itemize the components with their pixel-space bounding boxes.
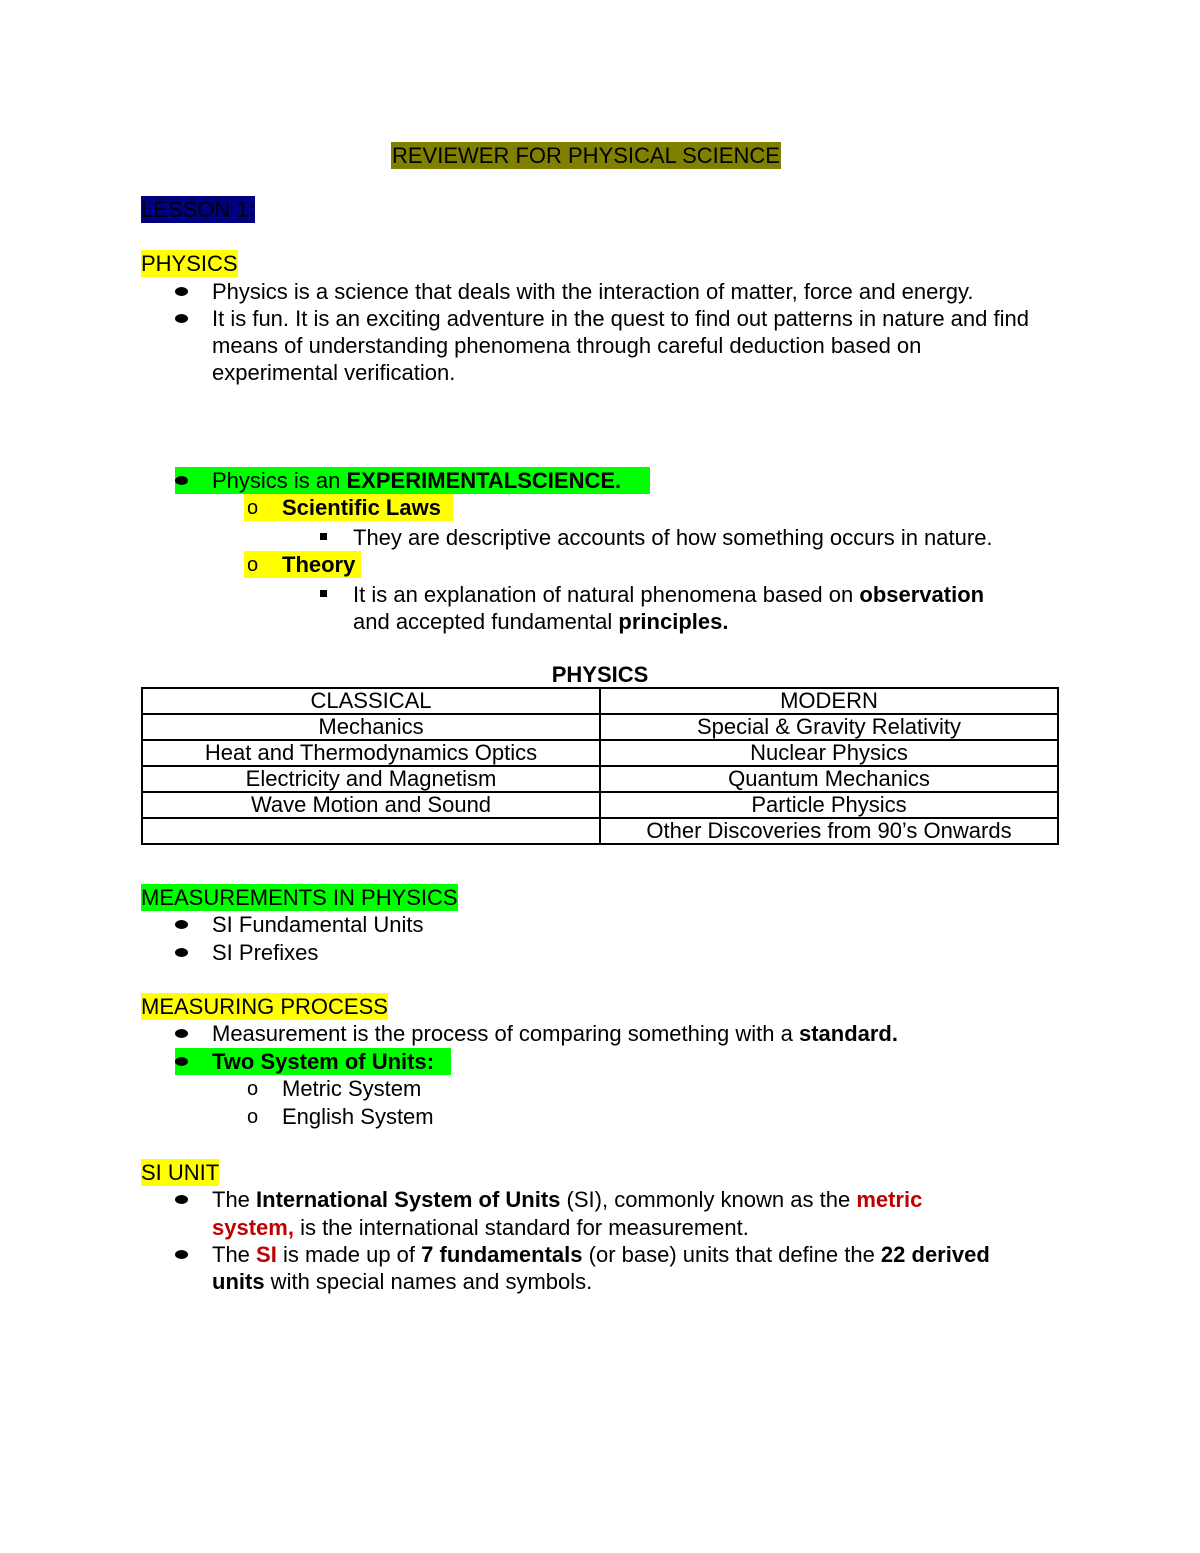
table-cell: Wave Motion and Sound <box>142 792 600 818</box>
table-cell: Other Discoveries from 90’s Onwards <box>600 818 1058 844</box>
si-text: with special names and symbols. <box>264 1269 593 1294</box>
table-row <box>142 740 1058 766</box>
si-text: The <box>212 1242 257 1267</box>
si-red: system, <box>212 1215 294 1240</box>
document-title: REVIEWER FOR PHYSICAL SCIENCE <box>392 143 780 168</box>
si-text: is the international standard for measurement. <box>293 1215 749 1240</box>
bullet-icon <box>175 920 188 929</box>
theory-heading: Theory <box>282 552 356 577</box>
two-systems-heading: Two System of Units: <box>212 1049 435 1074</box>
table-row <box>142 766 1058 792</box>
si-bold: units <box>212 1269 265 1294</box>
measurements-item: SI Fundamental Units <box>212 912 424 937</box>
physics-heading: PHYSICS <box>141 251 238 276</box>
scientific-laws-heading: Scientific Laws <box>282 495 441 520</box>
bullet-icon <box>175 287 188 296</box>
system-item: English System <box>282 1104 434 1129</box>
table-cell: Quantum Mechanics <box>600 766 1058 792</box>
si-bold: International System of Units <box>256 1187 561 1212</box>
si-unit-heading: SI UNIT <box>141 1160 220 1185</box>
experimental-bold: EXPERIMENTALSCIENCE. <box>346 468 622 493</box>
measuring-process-item-1 <box>212 1020 898 1047</box>
si-bold: 22 derived <box>880 1242 990 1267</box>
si-text: The <box>212 1187 257 1212</box>
square-bullet-icon <box>320 590 327 597</box>
theory-text-2: and accepted fundamental <box>353 609 619 634</box>
table-cell: Nuclear Physics <box>600 740 1058 766</box>
square-bullet-icon <box>320 533 327 540</box>
table-header-cell: MODERN <box>600 688 1058 714</box>
theory-text-line-1 <box>353 581 984 608</box>
circle-bullet-icon: o <box>247 1106 259 1128</box>
theory-text-1: It is an explanation of natural phenomena based on <box>353 582 860 607</box>
circle-bullet-icon: o <box>247 497 259 519</box>
table-cell: Mechanics <box>142 714 600 740</box>
table-row <box>142 818 1058 844</box>
measuring-bold: standard. <box>798 1021 898 1046</box>
si-red: metric <box>856 1187 923 1212</box>
bullet-icon <box>175 1195 188 1204</box>
circle-bullet-icon: o <box>247 554 259 576</box>
bullet-icon <box>175 1250 188 1259</box>
si-bullet-2-line-2 <box>212 1268 592 1295</box>
table-header-row <box>142 688 1058 714</box>
bullet-icon <box>175 948 188 957</box>
physics-bullet-2: It is fun. It is an exciting adventure in the quest to find out patterns in nature and find means of understanding phenomena through careful deduction based on experimental verification. <box>212 306 1029 385</box>
table-row <box>142 714 1058 740</box>
physics-bullet-1: Physics is a science that deals with the interaction of matter, force and energy. <box>212 279 974 304</box>
bullet-icon <box>175 1057 188 1066</box>
theory-text-line-2 <box>353 608 728 635</box>
si-bold: 7 fundamentals <box>421 1242 583 1267</box>
si-text: (SI), commonly known as the <box>560 1187 857 1212</box>
measuring-process-heading: MEASURING PROCESS <box>141 994 388 1019</box>
table-cell: Special & Gravity Relativity <box>600 714 1058 740</box>
si-red: SI <box>256 1242 277 1267</box>
bullet-icon <box>175 476 188 485</box>
si-text: (or base) units that define the <box>582 1242 881 1267</box>
table-cell: Electricity and Magnetism <box>142 766 600 792</box>
table-caption: PHYSICS <box>551 662 649 687</box>
table-cell: Particle Physics <box>600 792 1058 818</box>
table-row <box>142 792 1058 818</box>
si-bullet-2-line-1 <box>212 1241 990 1268</box>
system-item: Metric System <box>282 1076 422 1101</box>
measurements-heading: MEASUREMENTS IN PHYSICS <box>141 885 458 910</box>
bullet-icon <box>175 1029 188 1038</box>
measuring-text: Measurement is the process of comparing something with a <box>212 1021 799 1046</box>
bullet-icon <box>175 314 188 323</box>
circle-bullet-icon: o <box>247 1078 259 1100</box>
physics-branches-table <box>141 687 1059 845</box>
theory-bold-1: observation <box>859 582 985 607</box>
table-cell: Heat and Thermodynamics Optics <box>142 740 600 766</box>
table-header-cell: CLASSICAL <box>142 688 600 714</box>
lesson-label: LESSON 1: <box>141 197 255 222</box>
experimental-text: Physics is an <box>212 468 347 493</box>
table-cell <box>142 818 600 844</box>
experimental-science-item <box>212 467 621 494</box>
si-text: is made up of <box>276 1242 422 1267</box>
measurements-item: SI Prefixes <box>212 940 319 965</box>
scientific-laws-text: They are descriptive accounts of how something occurs in nature. <box>353 525 993 550</box>
si-bullet-1-line-2 <box>212 1214 749 1241</box>
si-bullet-1-line-1 <box>212 1186 922 1213</box>
theory-bold-2: principles. <box>618 609 729 634</box>
